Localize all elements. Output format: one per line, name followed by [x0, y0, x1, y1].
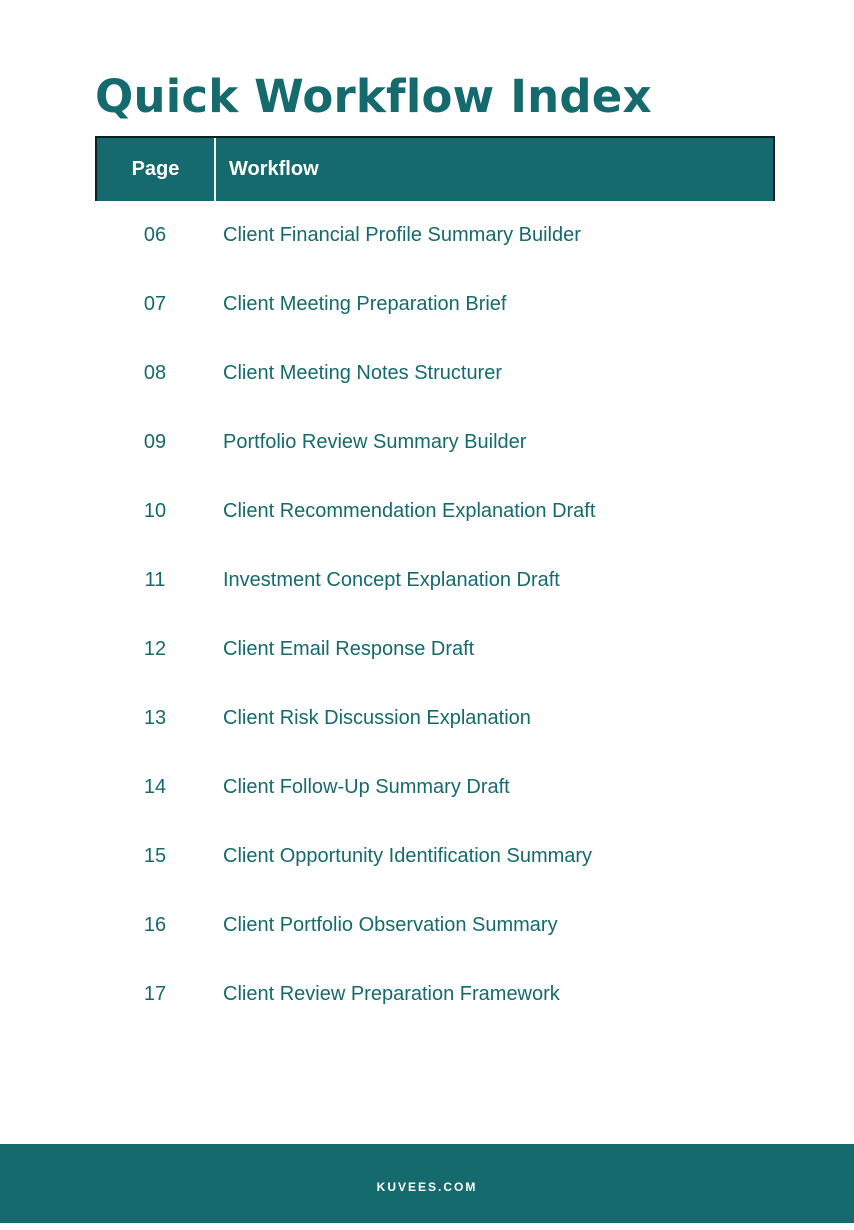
row-workflow-title: Client Portfolio Observation Summary	[223, 914, 558, 936]
workflow-table-body	[95, 201, 775, 1029]
row-workflow-title: Client Recommendation Explanation Draft	[223, 500, 596, 522]
row-page-number: 10	[143, 500, 167, 522]
row-workflow-title: Portfolio Review Summary Builder	[223, 431, 527, 453]
row-page-number: 09	[143, 431, 167, 453]
row-workflow-title: Client Follow-Up Summary Draft	[223, 776, 510, 798]
row-workflow-title: Client Email Response Draft	[223, 638, 475, 660]
row-workflow-title: Client Financial Profile Summary Builder	[223, 224, 581, 246]
footer-website: KUVEES.COM	[376, 1180, 478, 1194]
column-header-workflow: Workflow	[229, 158, 319, 180]
table-row	[95, 270, 775, 339]
table-row	[95, 339, 775, 408]
table-row	[95, 891, 775, 960]
column-divider	[214, 138, 216, 201]
table-row	[95, 684, 775, 753]
table-row	[95, 753, 775, 822]
row-page-number: 08	[143, 362, 167, 384]
row-page-number: 12	[143, 638, 167, 660]
row-page-number: 16	[143, 914, 167, 936]
row-workflow-title: Client Meeting Notes Structurer	[223, 362, 503, 384]
row-page-number: 06	[143, 224, 167, 246]
row-page-number: 13	[143, 707, 167, 729]
table-row	[95, 546, 775, 615]
row-page-number: 15	[143, 845, 167, 867]
column-header-page: Page	[131, 158, 180, 180]
row-workflow-title: Client Opportunity Identification Summary	[223, 845, 593, 867]
row-workflow-title: Client Risk Discussion Explanation	[223, 707, 531, 729]
page-title: Quick Workflow Index	[95, 70, 652, 123]
row-page-number: 11	[144, 569, 166, 591]
table-row	[95, 615, 775, 684]
table-row	[95, 822, 775, 891]
row-workflow-title: Client Review Preparation Framework	[223, 983, 560, 1005]
row-page-number: 17	[143, 983, 167, 1005]
row-workflow-title: Investment Concept Explanation Draft	[223, 569, 560, 591]
row-page-number: 07	[143, 293, 167, 315]
row-workflow-title: Client Meeting Preparation Brief	[223, 293, 507, 315]
table-row	[95, 960, 775, 1029]
table-row	[95, 477, 775, 546]
table-row	[95, 408, 775, 477]
table-header	[95, 136, 775, 201]
row-page-number: 14	[143, 776, 167, 798]
footer-bar	[0, 1144, 854, 1223]
table-row	[95, 201, 775, 270]
